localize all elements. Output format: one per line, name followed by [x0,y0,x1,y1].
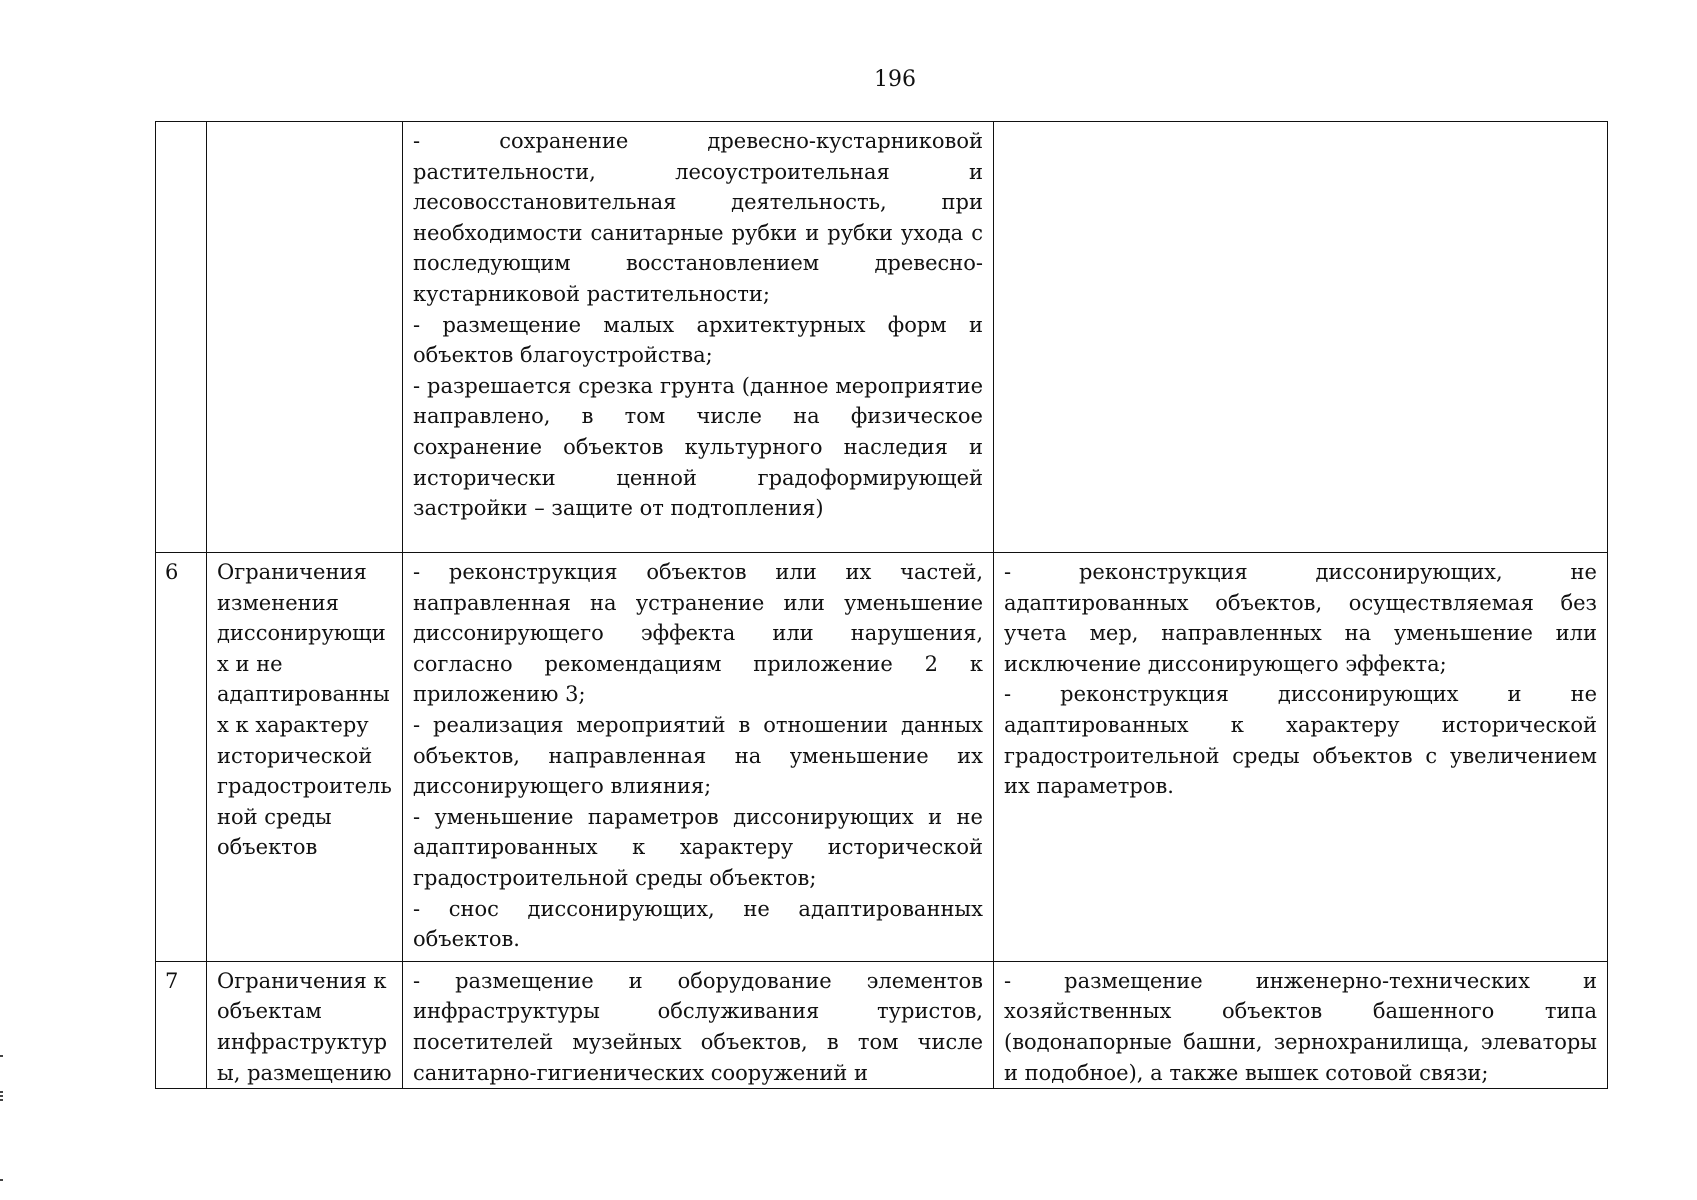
list-item: - сохранение древесно-кустарниковой растительности, лесоустроительная и лесовосстановительная деятельность, при необходимости санитарные рубки и рубки ухода с последующим восстановлением древесно-кустарниковой растительности; [413,129,983,306]
scan-edge-marks [0,1055,4,1185]
restriction-name: Ограничения к объектам инфраструктур ы, размещению [217,968,392,1085]
table-row [156,553,1608,962]
restriction-name-cell [207,961,403,1088]
row-number: 7 [165,968,179,993]
forbidden-activities-text [1004,966,1597,1088]
list-item: - размещение инженерно-технических и хозяйственных объектов башенного типа (водонапорные башни, зернохранилища, элеваторы и подобное), а также вышек сотовой связи; [1004,968,1597,1085]
edge-mark [0,1179,3,1181]
list-item: - размещение и оборудование элементов инфраструктуры обслуживания туристов, посетителей музейных объектов, в том числе санитарно-гигиенических сооружений и [413,968,983,1085]
list-item: - размещение малых архитектурных форм и объектов благоустройства; [413,312,983,368]
restrictions-table [155,121,1608,1089]
list-item: - реконструкция диссонирующих, не адаптированных объектов, осуществляемая без учета мер, направленных на уменьшение или исключение диссонирующего эффекта; [1004,560,1597,676]
list-item: - реконструкция объектов или их частей, направленная на устранение или уменьшение диссонирующего эффекта или нарушения, согласно рекомендациям приложение 2 к приложению 3; [413,560,983,707]
forbidden-activities-cell [994,553,1608,962]
row-number-cell: 6 [156,553,207,962]
table-row [156,122,1608,553]
allowed-activities-cell [403,961,994,1088]
edge-mark [0,1091,3,1093]
list-item: - снос диссонирующих, не адаптированных объектов. [413,896,983,952]
allowed-activities-text [413,966,983,1088]
page-number: 196 [874,67,916,92]
list-item: - уменьшение параметров диссонирующих и не адаптированных к характеру исторической градостроительной среды объектов; [413,804,983,890]
edge-mark [0,1055,3,1057]
allowed-activities-cell [403,122,994,553]
edge-mark [0,1099,3,1101]
forbidden-activities-cell [994,961,1608,1088]
row-number-cell [156,122,207,553]
list-item: - разрешается срезка грунта (данное мероприятие направлено, в том числе на физическое сохранение объектов культурного наследия и исторически ценной градоформирующей застройки – защите от подтопления) [413,373,983,521]
list-item: - реконструкция диссонирующих и не адаптированных к характеру исторической градостроительной среды объектов с увеличением их параметров. [1004,682,1597,799]
table-row [156,961,1608,1088]
row-number-cell [156,961,207,1088]
restriction-name-cell: Ограничения изменения диссонирующи х и не адаптированны х к характеру исторической градостроитель ной среды объектов [207,553,403,962]
restriction-name-cell [207,122,403,553]
forbidden-activities-cell [994,122,1608,553]
edge-mark [0,1095,3,1097]
list-item: - реализация мероприятий в отношении данных объектов, направленная на уменьшение их диссонирующего влияния; [413,712,983,799]
allowed-activities-cell [403,553,994,962]
